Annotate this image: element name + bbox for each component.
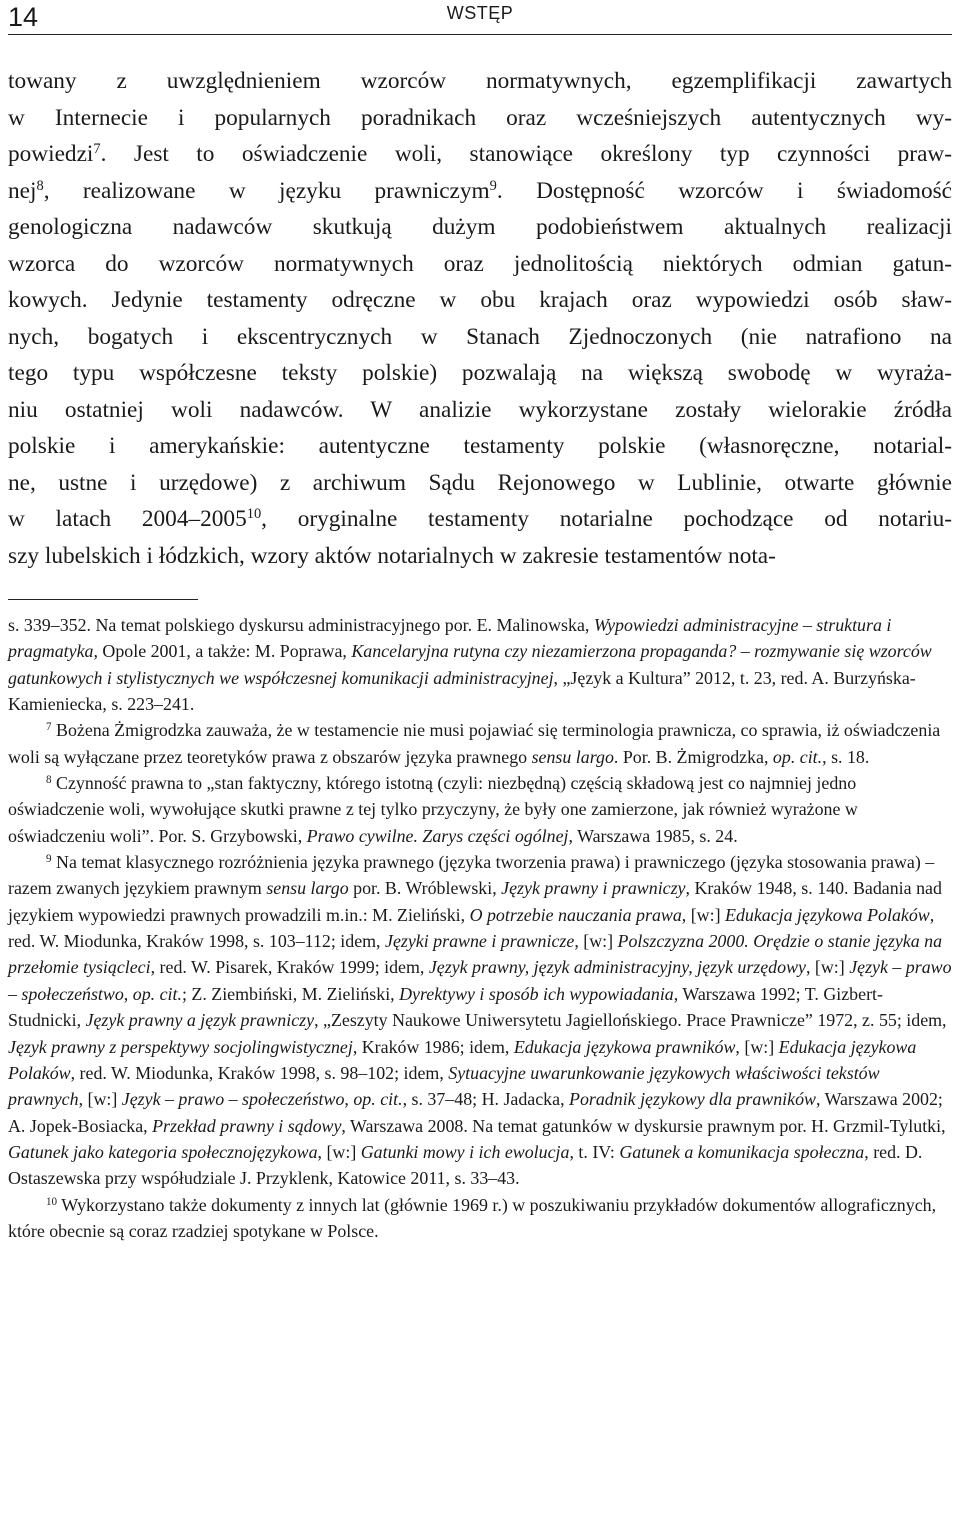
body-line: kowych. Jedynie testamenty odręczne w obu krajach oraz wypowiedzi osób sław- [8,287,952,313]
footnote-reference[interactable]: 8 [36,177,44,194]
body-line: tego typu współczesne teksty polskie) pozwalają na większą swobodę w wyraża- [8,360,952,386]
body-line: powiedzi$^7$. Jest to oświadczenie woli, stanowiące określony typ czynności praw- [8,141,952,167]
body-line: niu ostatniej woli nadawców. W analizie wykorzystane zostały wielorakie źródła [8,396,952,423]
page-number: 14 [8,2,39,32]
footnote-reference[interactable]: 10 [246,506,262,523]
body-text [8,63,952,574]
footnote-fn-continued: s. 339–352. Na temat polskiego dyskursu administracyjnego por. E. Malinowska, Wypowiedzi administracyjne – struktura i pragmatyka, Opole 2001, a także: M. Poprawa, Kancelaryjna rutyna czy niezamierzona propaganda? – rozmywanie się wzorców gatunkowych i stylistycznych we współczesnej komunikacji administracyjnej, „Język a Kultura” 2012, t. 23, red. A. Burzyńska-Kamieniecka, s. 223–241. [8,615,932,715]
body-line: polskie i amerykańskie: autentyczne testamenty polskie (własnoręczne, notarial- [8,433,952,459]
body-line: wzorca do wzorców normatywnych oraz jednolitością niektórych odmian gatun- [8,250,952,277]
body-line: nej$^8$, realizowane w języku prawniczym$^9$. Dostępność wzorców i świadomość [8,177,953,204]
running-head: WSTĘP [446,3,514,23]
footnote-fn-9: $^9$ Na temat klasycznego rozróżnienia języka prawnego (języka tworzenia prawa) i prawniczego (języka stosowania prawa) – razem zwanych językiem prawnym sensu largo por. B. Wróblewski, Język prawny i prawniczy, Kraków 1948, s. 140. Badania nad językiem wypowiedzi prawnych prowadzili m.in.: M. Zieliński, O potrzebie nauczania prawa, [w:] Edukacja językowa Polaków, red. W. Miodunka, Kraków 1998, s. 103–112; idem, Języki prawne i prawnicze, [w:] Polszczyzna 2000. Orędzie o stanie języka na przełomie tysiącleci, red. W. Pisarek, Kraków 1999; idem, Język prawny, język administracyjny, język urzędowy, [w:] Język – prawo – społeczeństwo, op. cit.; Z. Ziembiński, M. Zieliński, Dyrektywy i sposób ich wypowiadania, Warszawa 1992; T. Gizbert-Studnicki, Język prawny a język prawniczy, „Zeszyty Naukowe Uniwersytetu Jagiellońskiego. Prace Prawnicze” 1972, z. 55; idem, Język prawny z perspektywy socjolingwistycznej, Kraków 1986; idem, Edukacja językowa prawników, [w:] Edukacja językowa Polaków, red. W. Miodunka, Kraków 1998, s. 98–102; idem, Sytuacyjne uwarunkowanie językowych właściwości tekstów prawnych, [w:] Język – prawo – społeczeństwo, op. cit., s. 37–48; H. Jadacka, Poradnik językowy dla prawników, Warszawa 2002; A. Jopek-Bosiacka, Przekład prawny i sądowy, Warszawa 2008. Na temat gatunków w dyskursie prawnym por. H. Grzmil-Tylutki, Gatunek jako kategoria społecznojęzykowa, [w:] Gatunki mowy i ich ewolucja, t. IV: Gatunek a komunikacja społeczna, red. D. Ostaszewska przy współudziale J. Przyklenk, Katowice 2011, s. 33–43. [8,852,952,1189]
footnote-separator [8,599,198,600]
footnote-reference[interactable]: 7 [93,141,101,158]
body-line: genologiczna nadawców skutkują dużym podobieństwem aktualnych realizacji [8,214,952,240]
footnote-fn-7: $^7$ Bożena Żmigrodzka zauważa, że w testamencie nie musi pojawiać się terminologia prawnicza, co sprawia, iż oświadczenia woli są wyłączane przez teoretyków prawa z obszarów języka prawnego sensu largo. Por. B. Żmigrodzka, op. cit., s. 18. [8,720,941,767]
footnote-fn-8: $^8$ Czynność prawna to „stan faktyczny, którego istotną (czyli: niezbędną) częścią składową jest co najmniej jedno oświadczenie woli, wywołujące skutki prawne z tej tylko przyczyny, że były one zamierzone, jak również wyrażone w oświadczeniu woli”. Por. S. Grzybowski, Prawo cywilne. Zarys części ogólnej, Warszawa 1985, s. 24. [8,773,858,846]
body-line: szy lubelskich i łódzkich, wzory aktów notarialnych w zakresie testamentów nota- [8,542,776,569]
body-line: nych, bogatych i ekscentrycznych w Stanach Zjednoczonych (nie natrafiono na [8,323,952,350]
body-line: w Internecie i popularnych poradnikach oraz wcześniejszych autentycznych wy- [8,104,952,131]
page-header [8,0,952,35]
footnotes [8,612,952,1244]
body-line: ne, ustne i urzędowe) z archiwum Sądu Rejonowego w Lublinie, otwarte głównie [8,469,952,496]
body-line: w latach 2004–2005$^{10}$, oryginalne testamenty notarialne pochodzące od notariu- [8,506,952,532]
body-line: towany z uwzględnieniem wzorców normatywnych, egzemplifikacji zawartych [8,68,952,94]
footnote-reference[interactable]: 9 [489,177,497,194]
footnote-fn-10: $^{10}$ Wykorzystano także dokumenty z innych lat (głównie 1969 r.) w poszukiwaniu przykładów dokumentów allograficznych, które obecnie są coraz rzadziej spotykane w Polsce. [8,1194,937,1241]
